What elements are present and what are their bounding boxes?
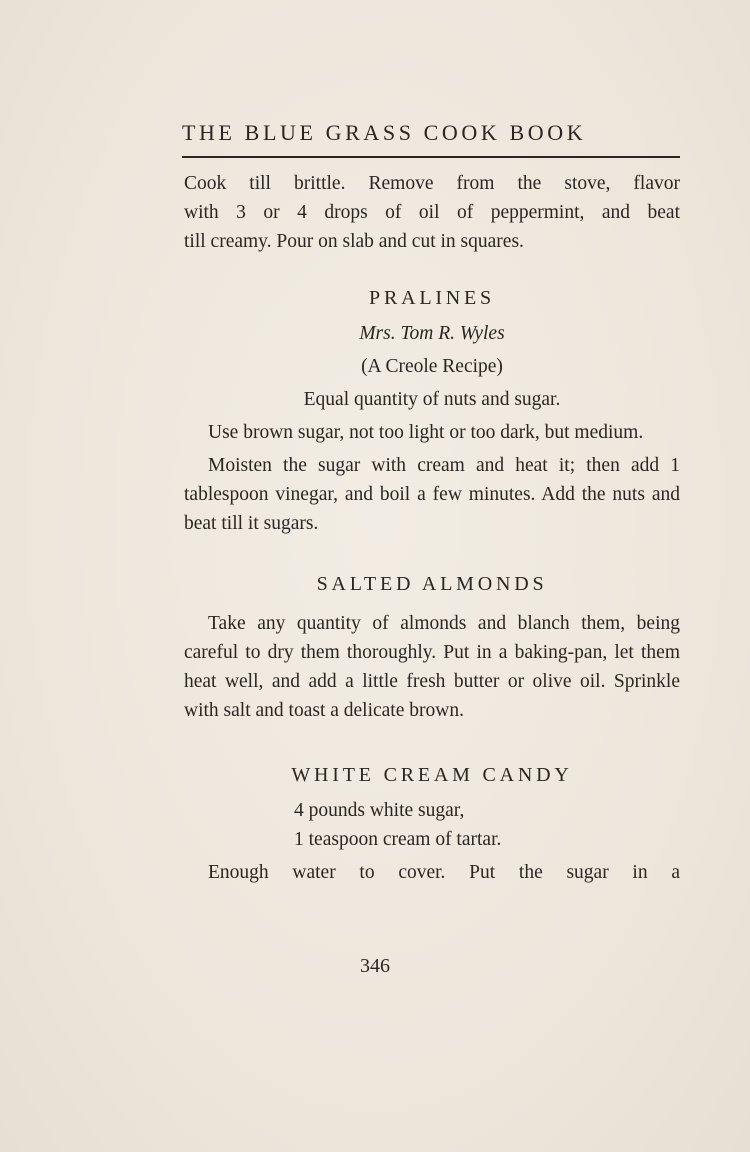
recipe-paragraph: Take any quantity of almonds and blanch them, being careful to dry them thoroughly. Put in a baking-pan, let them heat well, and add a little fresh butter or olive oil. Sprinkle with salt and toast a delicate brown.	[184, 613, 680, 721]
recipe-paragraph: Enough water to cover. Put the sugar in a	[208, 862, 680, 883]
recipe-paragraph: Use brown sugar, not too light or too dark, but medium.	[208, 422, 644, 443]
ingredient-line: 4 pounds white sugar,	[294, 800, 465, 821]
recipe-author: Mrs. Tom R. Wyles	[359, 323, 505, 344]
intro-line: with 3 or 4 drops of oil of peppermint, and beat	[184, 202, 680, 223]
running-header: THE BLUE GRASS COOK BOOK	[182, 120, 587, 145]
ingredient-line: 1 teaspoon cream of tartar.	[294, 829, 502, 850]
intro-line: till creamy. Pour on slab and cut in squares.	[184, 231, 524, 252]
page-body	[184, 169, 680, 887]
recipe-paragraph: Moisten the sugar with cream and heat it; then add 1 tablespoon vinegar, and boil a few minutes. Add the nuts and beat till it sugars.	[184, 455, 680, 534]
recipe-title-pralines: PRALINES	[369, 287, 495, 309]
page-number: 346	[360, 955, 390, 977]
header-rule	[182, 156, 680, 158]
recipe-title-white-cream-candy: WHITE CREAM CANDY	[291, 764, 573, 786]
intro-line: Cook till brittle. Remove from the stove, flavor	[184, 173, 680, 194]
recipe-subtitle: (A Creole Recipe)	[361, 356, 503, 377]
recipe-title-salted-almonds: SALTED ALMONDS	[316, 573, 548, 595]
recipe-ingredient: Equal quantity of nuts and sugar.	[303, 389, 561, 410]
